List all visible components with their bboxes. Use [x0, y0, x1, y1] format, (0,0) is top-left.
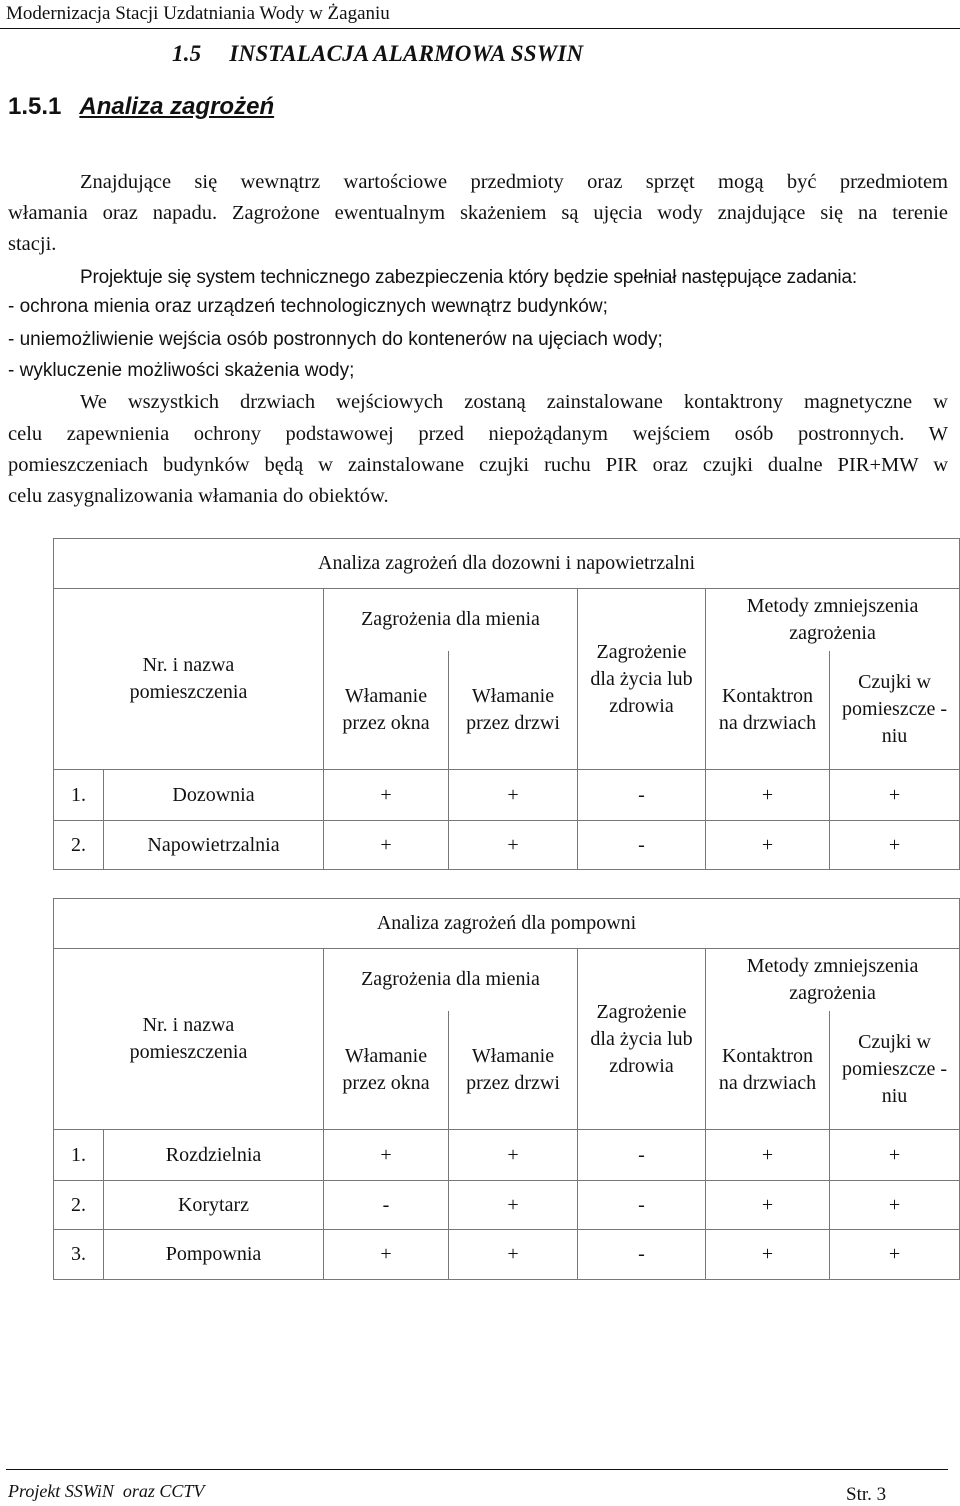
document-header-title: Modernizacja Stacji Uzdatniania Wody w Żaganiu: [6, 3, 390, 24]
table-row: [54, 1130, 960, 1181]
paragraph-line: pomieszczeniach budynków będą w zainstalowane czujki ruchu PIR oraz czujki dualne PIR+MW w: [8, 454, 948, 476]
column-header-room: Nr. i nazwa pomieszczenia: [54, 949, 324, 1130]
column-header-property: Zagrożenia dla mienia: [324, 949, 578, 1011]
cell-contact: +: [706, 1130, 830, 1181]
bullet-item: - uniemożliwienie wejścia osób postronnych do kontenerów na ujęciach wody;: [8, 329, 663, 350]
cell-doors: +: [449, 1230, 578, 1280]
column-header-sensor: Czujki w pomieszcze -niu: [830, 1011, 960, 1130]
table-title: Analiza zagrożeń dla pompowni: [54, 899, 960, 949]
column-header-methods: Metody zmniejszenia zagrożenia: [706, 949, 960, 1011]
paragraph-line: celu zasygnalizowania włamania do obiektów.: [8, 485, 389, 507]
cell-sensor: +: [830, 1230, 960, 1280]
column-header-contact: Kontaktron na drzwiach: [706, 651, 830, 770]
cell-sensor: +: [830, 1130, 960, 1181]
cell-life: -: [578, 1181, 706, 1230]
cell-sensor: +: [830, 770, 960, 821]
section-heading: [172, 40, 583, 68]
room-name: Napowietrzalnia: [104, 821, 324, 870]
cell-life: -: [578, 1230, 706, 1280]
table-row: [54, 770, 960, 821]
column-header-windows: Włamanie przez okna: [324, 1011, 449, 1130]
column-header-doors: Włamanie przez drzwi: [449, 1011, 578, 1130]
table-row: [54, 821, 960, 870]
column-header-sensor: Czujki w pomieszcze -niu: [830, 651, 960, 770]
table-title: Analiza zagrożeń dla dozowni i napowietrzalni: [54, 539, 960, 589]
cell-windows: +: [324, 821, 449, 870]
cell-sensor: +: [830, 821, 960, 870]
row-number: 3.: [54, 1230, 104, 1280]
row-number: 1.: [54, 1130, 104, 1181]
column-header-life: Zagrożenie dla życia lub zdrowia: [578, 589, 706, 770]
row-number: 2.: [54, 1181, 104, 1230]
page-number: Str. 3: [846, 1484, 887, 1505]
subsection-title: Analiza zagrożeń: [79, 93, 275, 120]
cell-contact: +: [706, 1230, 830, 1280]
footer-project-name: Projekt SSWiN oraz CCTV: [8, 1481, 205, 1501]
threat-table-dozownia: [53, 538, 960, 870]
cell-windows: +: [324, 1230, 449, 1280]
cell-windows: +: [324, 1130, 449, 1181]
cell-doors: +: [449, 821, 578, 870]
room-name: Pompownia: [104, 1230, 324, 1280]
column-header-property: Zagrożenia dla mienia: [324, 589, 578, 651]
section-number: 1.5: [172, 41, 202, 66]
room-name: Dozownia: [104, 770, 324, 821]
footer-divider: [6, 1469, 948, 1470]
paragraph-line: Projektuje się system technicznego zabezpieczenia który będzie spełniał następujące zadania:: [80, 267, 857, 288]
table-row: [54, 1181, 960, 1230]
cell-doors: +: [449, 770, 578, 821]
section-title: INSTALACJA ALARMOWA SSWIN: [229, 41, 584, 66]
table-row: [54, 1230, 960, 1280]
threat-table-pompownia: [53, 898, 960, 1280]
column-header-life: Zagrożenie dla życia lub zdrowia: [578, 949, 706, 1130]
cell-contact: +: [706, 1181, 830, 1230]
cell-contact: +: [706, 770, 830, 821]
bullet-item: - ochrona mienia oraz urządzeń technologicznych wewnątrz budynków;: [8, 296, 608, 317]
column-header-windows: Włamanie przez okna: [324, 651, 449, 770]
column-header-contact: Kontaktron na drzwiach: [706, 1011, 830, 1130]
column-header-room: Nr. i nazwa pomieszczenia: [54, 589, 324, 770]
cell-contact: +: [706, 821, 830, 870]
room-name: Korytarz: [104, 1181, 324, 1230]
cell-life: -: [578, 821, 706, 870]
paragraph-line: We wszystkich drzwiach wejściowych zostaną zainstalowane kontaktrony magnetyczne w: [80, 391, 948, 413]
column-header-methods: Metody zmniejszenia zagrożenia: [706, 589, 960, 651]
column-header-doors: Włamanie przez drzwi: [449, 651, 578, 770]
paragraph-line: stacji.: [8, 233, 57, 255]
row-number: 2.: [54, 821, 104, 870]
cell-doors: +: [449, 1181, 578, 1230]
cell-windows: -: [324, 1181, 449, 1230]
cell-doors: +: [449, 1130, 578, 1181]
paragraph-line: celu zapewnienia ochrony podstawowej przed niepożądanym wejściem osób postronnych. W: [8, 423, 948, 445]
row-number: 1.: [54, 770, 104, 821]
cell-life: -: [578, 1130, 706, 1181]
subsection-number: 1.5.1: [8, 93, 62, 120]
cell-sensor: +: [830, 1181, 960, 1230]
cell-life: -: [578, 770, 706, 821]
paragraph-line: włamania oraz napadu. Zagrożone ewentualnym skażeniem są ujęcia wody znajdujące się na terenie: [8, 202, 948, 224]
room-name: Rozdzielnia: [104, 1130, 324, 1181]
bullet-item: - wykluczenie możliwości skażenia wody;: [8, 360, 355, 381]
cell-windows: +: [324, 770, 449, 821]
subsection-heading: [8, 92, 274, 122]
header-divider: [0, 28, 960, 29]
paragraph-line: Znajdujące się wewnątrz wartościowe przedmioty oraz sprzęt mogą być przedmiotem: [80, 171, 948, 193]
